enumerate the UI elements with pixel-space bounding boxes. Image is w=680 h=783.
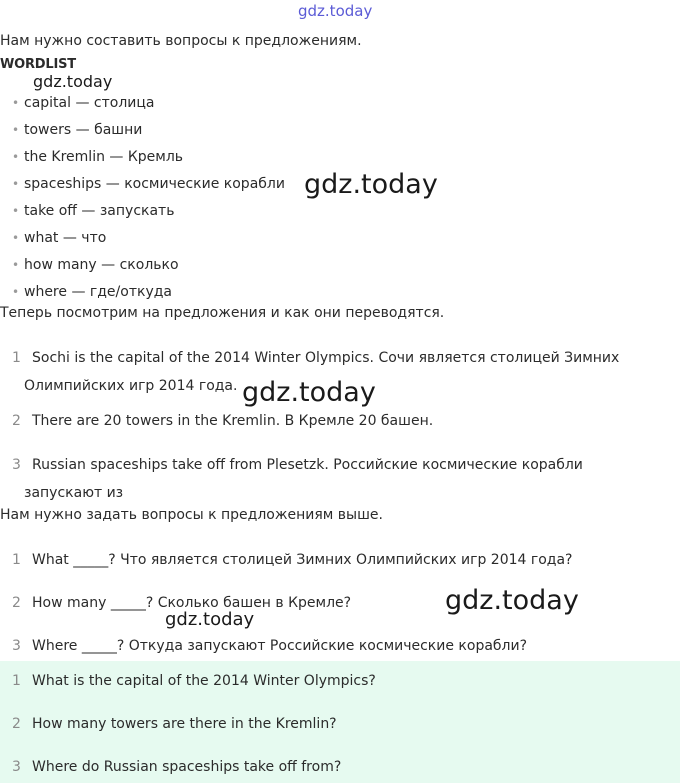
watermark: gdz.today	[445, 585, 579, 616]
bullet-icon: •	[12, 123, 20, 137]
questions-intro: Нам нужно задать вопросы к предложениям выше.	[0, 507, 383, 523]
wordlist-item: • spaceships — космические корабли	[12, 176, 285, 192]
sentence-text: Sochi is the capital of the 2014 Winter Olympics. Сочи является столицей Зимних	[32, 350, 620, 366]
answer-text: How many towers are there in the Kremlin?	[32, 716, 337, 732]
sentence-number: 2	[12, 413, 21, 429]
bullet-icon: •	[12, 150, 20, 164]
wordlist-item: • capital — столица	[12, 95, 155, 111]
question-number: 3	[12, 638, 21, 654]
bullet-icon: •	[12, 96, 20, 110]
bullet-icon: •	[12, 258, 20, 272]
bullet-icon: •	[12, 204, 20, 218]
bullet-icon: •	[12, 231, 20, 245]
sentence-text: There are 20 towers in the Kremlin. В Кремле 20 башен.	[32, 413, 434, 429]
watermark: gdz.today	[33, 72, 113, 91]
answer-text: Where do Russian spaceships take off from?	[32, 759, 342, 775]
intro-text: Нам нужно составить вопросы к предложениям.	[0, 33, 362, 49]
sentence-text-continued: запускают из	[24, 485, 124, 501]
answer-number: 1	[12, 673, 21, 689]
wordlist-item: • what — что	[12, 230, 107, 246]
bullet-icon: •	[12, 177, 20, 191]
watermark: gdz.today	[242, 377, 376, 408]
question-number: 1	[12, 552, 21, 568]
question-text: What _____? Что является столицей Зимних Олимпийских игр 2014 года?	[32, 552, 573, 568]
watermark-top: gdz.today	[298, 2, 373, 20]
watermark: gdz.today	[165, 609, 255, 630]
sentence-number: 1	[12, 350, 21, 366]
answer-text: What is the capital of the 2014 Winter Olympics?	[32, 673, 376, 689]
wordlist-item: • towers — башни	[12, 122, 143, 138]
wordlist-item: • where — где/откуда	[12, 284, 172, 300]
sentence-text-continued: Олимпийских игр 2014 года.	[24, 378, 238, 394]
watermark: gdz.today	[304, 169, 438, 200]
wordlist-item: • take off — запускать	[12, 203, 175, 219]
sentence-number: 3	[12, 457, 21, 473]
question-text: How many _____? Сколько башен в Кремле?	[32, 595, 352, 611]
answer-number: 2	[12, 716, 21, 732]
wordlist-item: • the Kremlin — Кремль	[12, 149, 184, 165]
wordlist-item: • how many — сколько	[12, 257, 179, 273]
translation-intro: Теперь посмотрим на предложения и как они переводятся.	[0, 305, 445, 321]
wordlist-heading: WORDLIST	[0, 57, 76, 72]
bullet-icon: •	[12, 285, 20, 299]
sentence-text: Russian spaceships take off from Plesetzk. Российские космические корабли	[32, 457, 583, 473]
question-number: 2	[12, 595, 21, 611]
question-text: Where _____? Откуда запускают Российские космические корабли?	[32, 638, 528, 654]
answer-number: 3	[12, 759, 21, 775]
